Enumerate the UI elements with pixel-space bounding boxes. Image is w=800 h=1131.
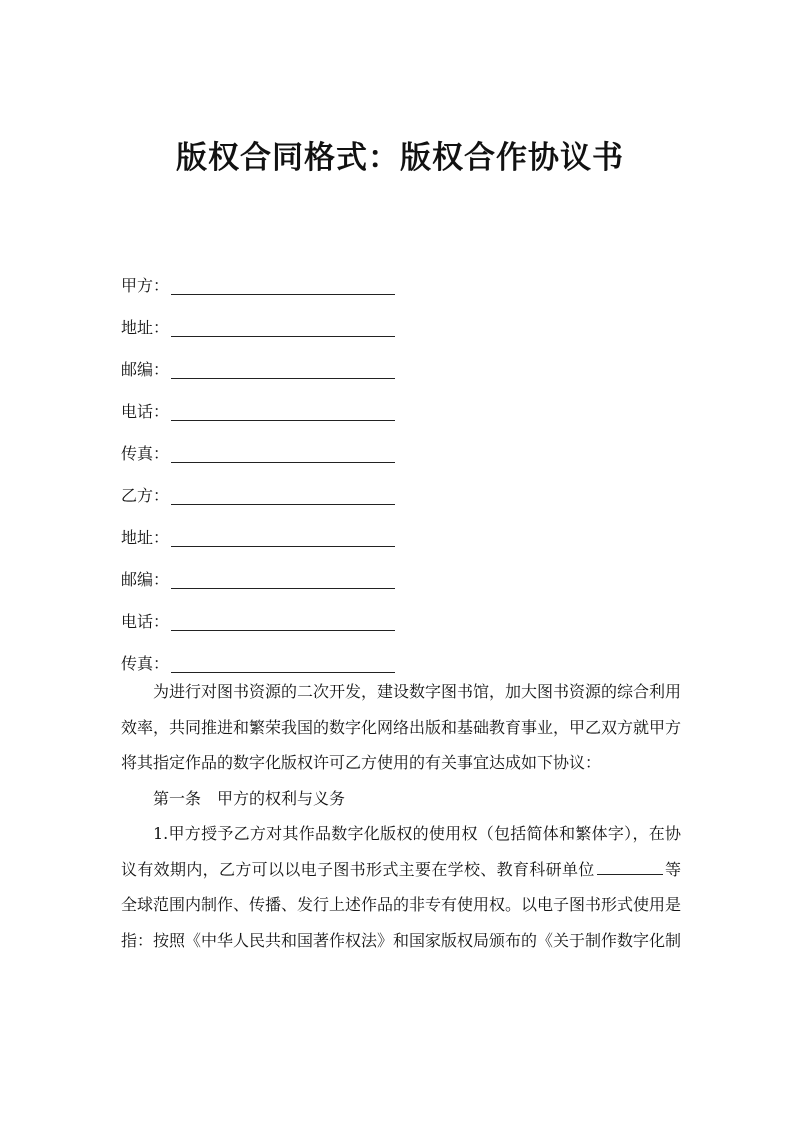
- party-a-fax-field: [121, 424, 681, 466]
- party-info-fields: [121, 256, 681, 676]
- field-label: 电话：: [121, 402, 170, 421]
- fill-in-line: [171, 276, 395, 295]
- fill-in-line: [171, 318, 395, 337]
- party-a-phone-field: [121, 382, 681, 424]
- field-label: 邮编：: [121, 570, 170, 589]
- fill-in-line: [171, 570, 395, 589]
- field-label: 地址：: [121, 318, 170, 337]
- party-b-postcode-field: [121, 550, 681, 592]
- fill-in-line: [171, 486, 395, 505]
- field-label: 传真：: [121, 444, 170, 463]
- document-title: 版权合同格式：版权合作协议书: [176, 140, 624, 176]
- section-heading: 第一条 甲方的权利与义务: [153, 788, 346, 808]
- party-b-name-field: [121, 466, 681, 508]
- fill-in-line: [171, 654, 395, 673]
- party-a-name-field: [121, 256, 681, 298]
- fill-in-line: [171, 528, 395, 547]
- fill-in-line: [171, 612, 395, 631]
- clause-text-part1: 1.甲方授予乙方对其作品数字化版权的使用权（包括简体和繁体字），在协议有效期内，乙方可以以电子图书形式主要在学校、教育科研单位: [121, 824, 681, 879]
- field-label: 地址：: [121, 528, 170, 547]
- clause-paragraph: [121, 816, 681, 958]
- fill-in-blank: [597, 858, 663, 875]
- intro-paragraph: 为进行对图书资源的二次开发，建设数字图书馆，加大图书资源的综合利用效率，共同推进和繁荣我国的数字化网络出版和基础教育事业，甲乙双方就甲方将其指定作品的数字化版权许可乙方使用的有关事宜达成如下协议：: [121, 682, 682, 772]
- party-a-address-field: [121, 298, 681, 340]
- fill-in-line: [171, 360, 395, 379]
- party-a-postcode-field: [121, 340, 681, 382]
- party-b-fax-field: [121, 634, 681, 676]
- party-b-address-field: [121, 508, 681, 550]
- fill-in-line: [171, 402, 395, 421]
- field-label: 甲方：: [121, 276, 170, 295]
- field-label: 传真：: [121, 654, 170, 673]
- clause-text-part2: 等全球范围内制作、传播、发行上述作品的非专有使用权。以电子图书形式使用是指：按照《中华人民共和国著作权法》和国家版权局颁布的《关于制作数字化制: [121, 859, 682, 950]
- field-label: 乙方：: [121, 486, 170, 505]
- contract-body: [121, 674, 681, 958]
- party-b-phone-field: [121, 592, 681, 634]
- field-label: 邮编：: [121, 360, 170, 379]
- fill-in-line: [171, 444, 395, 463]
- field-label: 电话：: [121, 612, 170, 631]
